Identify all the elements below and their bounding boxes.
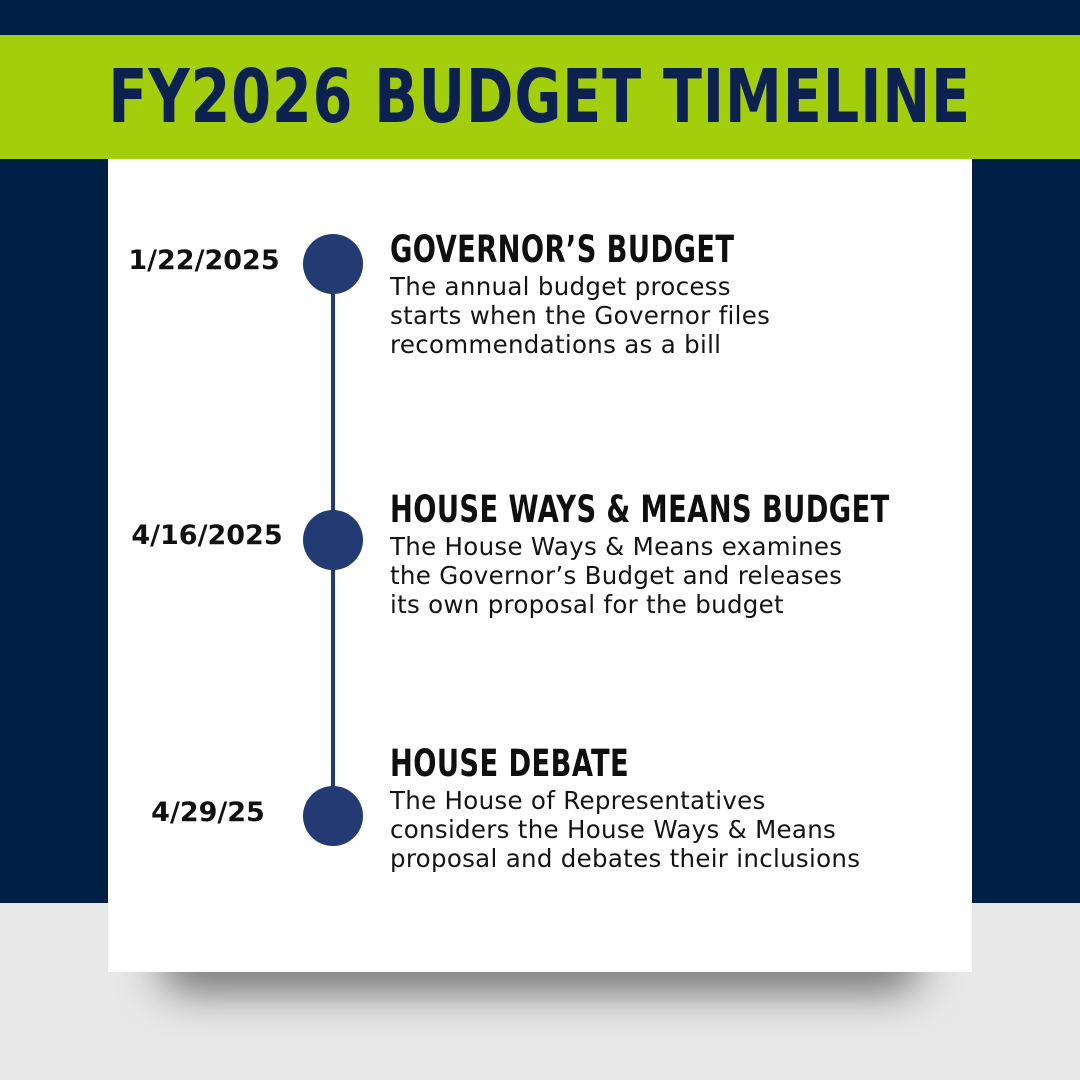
- timeline-dot-house-ways-means: [303, 510, 363, 570]
- event-date-house-ways-means: 4/16/2025: [131, 520, 283, 551]
- event-description: [390, 532, 960, 619]
- event-date-house-debate: 4/29/25: [151, 797, 265, 828]
- event-description-line: the Governor’s Budget and releases: [390, 561, 843, 590]
- page-title: FY2026 BUDGET TIMELINE: [108, 54, 972, 140]
- event-house-ways-means: [390, 488, 960, 619]
- event-description-line: starts when the Governor files: [390, 301, 771, 330]
- event-description-line: The annual budget process: [390, 272, 731, 301]
- event-description-line: recommendations as a bill: [390, 330, 722, 359]
- event-house-debate: [390, 742, 960, 873]
- event-title: GOVERNOR’S BUDGET: [390, 228, 735, 271]
- event-title: HOUSE WAYS & MEANS BUDGET: [390, 488, 890, 531]
- title-banner: [0, 35, 1080, 159]
- timeline-dot-house-debate: [303, 786, 363, 846]
- event-description-line: proposal and debates their inclusions: [390, 844, 861, 873]
- event-description: [390, 272, 960, 359]
- event-date-governors-budget: 1/22/2025: [128, 245, 280, 276]
- event-description-line: considers the House Ways & Means: [390, 815, 837, 844]
- event-description-line: its own proposal for the budget: [390, 590, 784, 619]
- event-title: HOUSE DEBATE: [390, 742, 630, 785]
- event-description: [390, 786, 960, 873]
- event-description-line: The House of Representatives: [390, 786, 766, 815]
- event-governors-budget: [390, 228, 960, 359]
- event-description-line: The House Ways & Means examines: [390, 532, 843, 561]
- timeline-dot-governors-budget: [303, 234, 363, 294]
